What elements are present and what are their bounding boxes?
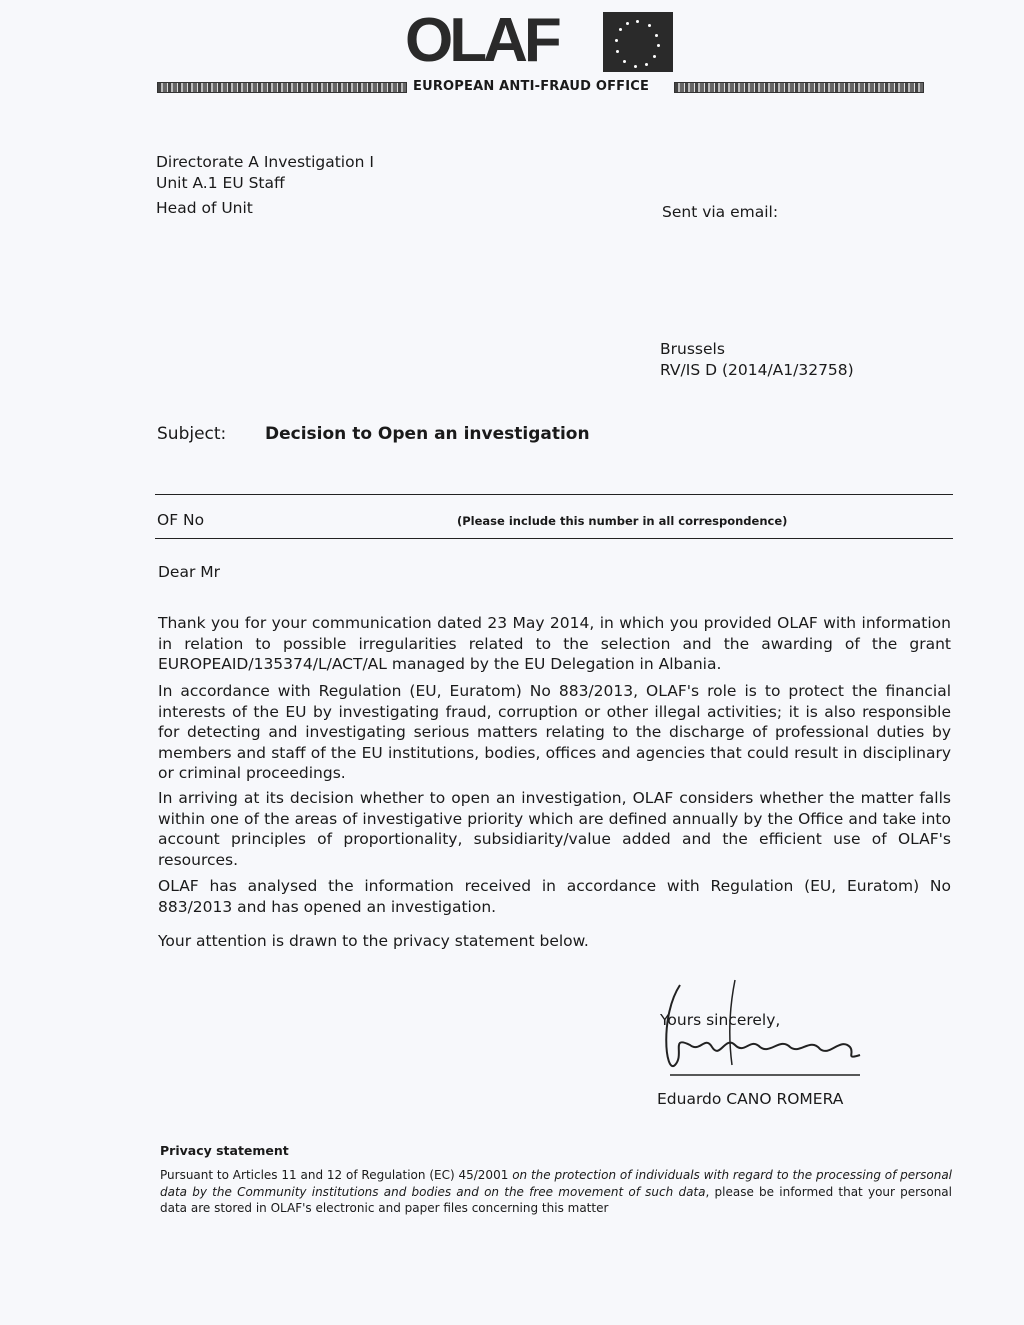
privacy-text-part1: Pursuant to Articles 11 and 12 of Regulation (EC) 45/2001 [160, 1168, 513, 1182]
salutation: Dear Mr [158, 563, 221, 581]
divider [155, 538, 953, 539]
city: Brussels [660, 340, 725, 358]
closing: Yours sincerely, [660, 1011, 781, 1029]
of-no-note: (Please include this number in all correspondence) [457, 514, 788, 528]
logo-text: OLAF [405, 6, 558, 75]
sent-via-email: Sent via email: [662, 203, 779, 221]
office-name: EUROPEAN ANTI-FRAUD OFFICE [413, 79, 650, 94]
header-bar-right [674, 82, 924, 93]
sender-directorate: Directorate A Investigation I [156, 153, 374, 171]
paragraph-2: In accordance with Regulation (EU, Euratom) No 883/2013, OLAF's role is to protect the financial interests of the EU by investigating fraud, corruption or other illegal activities; it is also responsible for detecting and investigating serious matters relating to the discharge of professional duties by members and staff of the EU institutions, bodies, offices and agencies that could result in disciplinary or criminal proceedings. [158, 682, 951, 782]
subject-label: Subject: [157, 424, 227, 444]
olaf-logo [405, 8, 673, 74]
reference: RV/IS D (2014/A1/32758) [660, 361, 854, 379]
subject-text: Decision to Open an investigation [265, 424, 590, 444]
privacy-heading: Privacy statement [160, 1143, 289, 1158]
privacy-text [160, 1167, 952, 1217]
privacy-text-part3: , please be informed that your personal data are stored in OLAF's electronic and paper files concerning this matter [160, 1184, 952, 1215]
sender-unit: Unit A.1 EU Staff [156, 174, 285, 192]
paragraph-1: Thank you for your communication dated 23 May 2014, in which you provided OLAF with information in relation to possible irregularities related to the selection and the awarding of the grant EUROPEAID/135374/L/ACT/AL managed by the EU Delegation in Albania. [158, 614, 951, 673]
signature [650, 975, 870, 1085]
of-no-label: OF No [157, 511, 205, 529]
sender-role: Head of Unit [156, 199, 253, 217]
signer-name: Eduardo CANO ROMERA [657, 1090, 844, 1108]
paragraph-4: OLAF has analysed the information received in accordance with Regulation (EU, Euratom) No 883/2013 and has opened an investigation. [158, 877, 951, 916]
paragraph-3: In arriving at its decision whether to open an investigation, OLAF considers whether the matter falls within one of the areas of investigative priority which are defined annually by the Office and take into account principles of proportionality, subsidiarity/value added and the efficient use of OLAF's resources. [158, 789, 951, 869]
eu-flag-icon [603, 12, 673, 72]
privacy-text-regulation: on the protection of individuals with regard to the processing of personal data by the Community institutions and bodies and on the free movement of such data [160, 1168, 953, 1199]
divider [155, 494, 953, 495]
header-bar-left [157, 82, 407, 93]
paragraph-5: Your attention is drawn to the privacy statement below. [158, 932, 589, 950]
